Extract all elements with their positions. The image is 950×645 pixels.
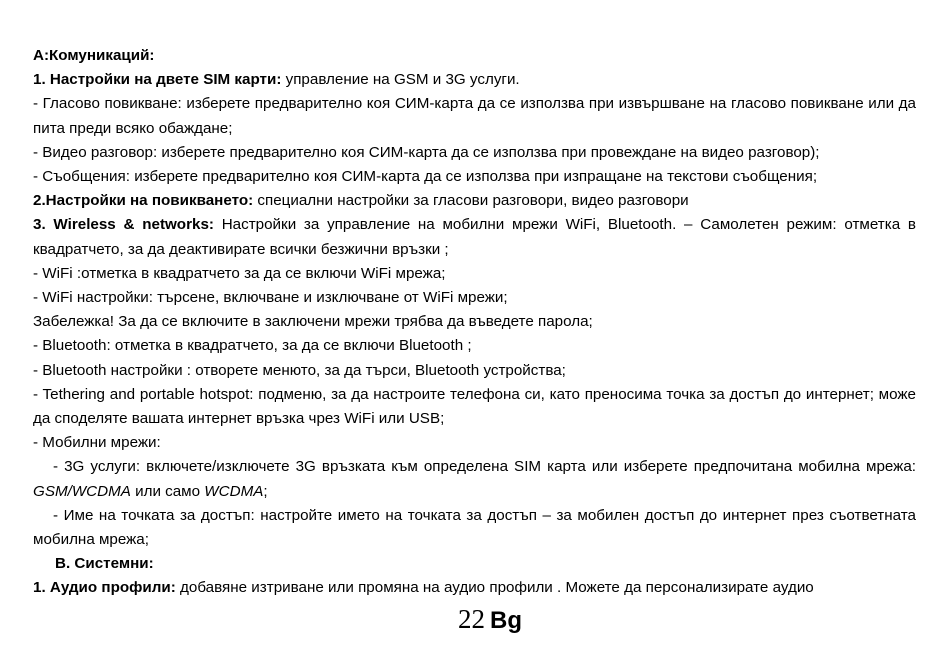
document-body (33, 44, 916, 601)
wifi-settings-paragraph: - WiFi настройки: търсене, включване и изключване от WiFi мрежи; (33, 289, 508, 307)
wireless-networks-text: Настройки за управление на мобилни мрежи WiFi, Bluetooth. – Самолетен режим: отметка в квадратчето, за да деактивирате всички безжични връзки ; (33, 216, 916, 258)
section-a-heading: А:Комуникаций: (33, 47, 155, 64)
access-point-paragraph: - Име на точката за достъп: настройте името на точката за достъп – за мобилен достъп до интернет през съответната мобилна мрежа; (33, 506, 916, 549)
wifi-paragraph: - WiFi :отметка в квадратчето за да се включи WiFi мрежа; (33, 264, 446, 282)
bluetooth-paragraph: - Bluetooth: отметка в квадратчето, за да се включи Bluetooth ; (33, 337, 472, 355)
wireless-networks-label: 3. Wireless & networks: (33, 216, 214, 234)
audio-profiles-text: добавяне изтриване или промяна на аудио профили . Можете да персонализирате аудио (175, 579, 814, 597)
voice-call-paragraph: - Гласово повикване: изберете предварително коя СИМ-карта да се използва при извършване на гласово повикване или да пита преди всяко обаждане; (33, 95, 916, 137)
audio-profiles-paragraph (33, 576, 916, 600)
page-footer (458, 604, 522, 635)
video-call-paragraph: - Видео разговор: изберете предварително коя СИМ-карта да се използва при провеждане на видео разговор); (33, 143, 820, 161)
language-code: Bg (490, 607, 522, 634)
audio-profiles-label: 1. Аудио профили: (33, 579, 176, 597)
sim-settings-label: 1. Настройки на двете SIM карти: (33, 71, 282, 89)
call-settings-text: специални настройки за гласови разговори, видео разговори (253, 192, 689, 210)
note-paragraph: Забележка! За да се включите в заключени мрежи трябва да въведете парола; (33, 313, 593, 331)
wireless-networks-paragraph (33, 213, 916, 261)
call-settings-paragraph (33, 189, 916, 213)
bluetooth-settings-paragraph: - Bluetooth настройки : отворете менюто, за да търси, Bluetooth устройства; (33, 361, 566, 379)
call-settings-label: 2.Настройки на повикването: (33, 192, 254, 210)
messages-paragraph: - Съобщения: изберете предварително коя СИМ-карта да се използва при изпращане на текстови съобщения; (33, 168, 818, 186)
mobile-networks-paragraph: - Мобилни мрежи: (33, 434, 161, 452)
section-b-heading: B. Системни: (55, 555, 154, 573)
tethering-paragraph: - Tethering and portable hotspot: подменю, за да настроите телефона си, като преносима точка за достъп до интернет; може да споделяте вашата интернет връзка чрез WiFi или USB; (33, 385, 916, 428)
page-number: 22 (458, 604, 485, 634)
sim-settings-paragraph (33, 68, 916, 92)
3g-services-paragraph: - 3G услуги: включете/изключете 3G връзката към определена SIM карта или изберете предпочитана мобилна мрежа: GSM/WCDMA или само WCDMA; (33, 458, 916, 500)
sim-settings-text: управление на GSM и 3G услуги. (281, 71, 520, 89)
